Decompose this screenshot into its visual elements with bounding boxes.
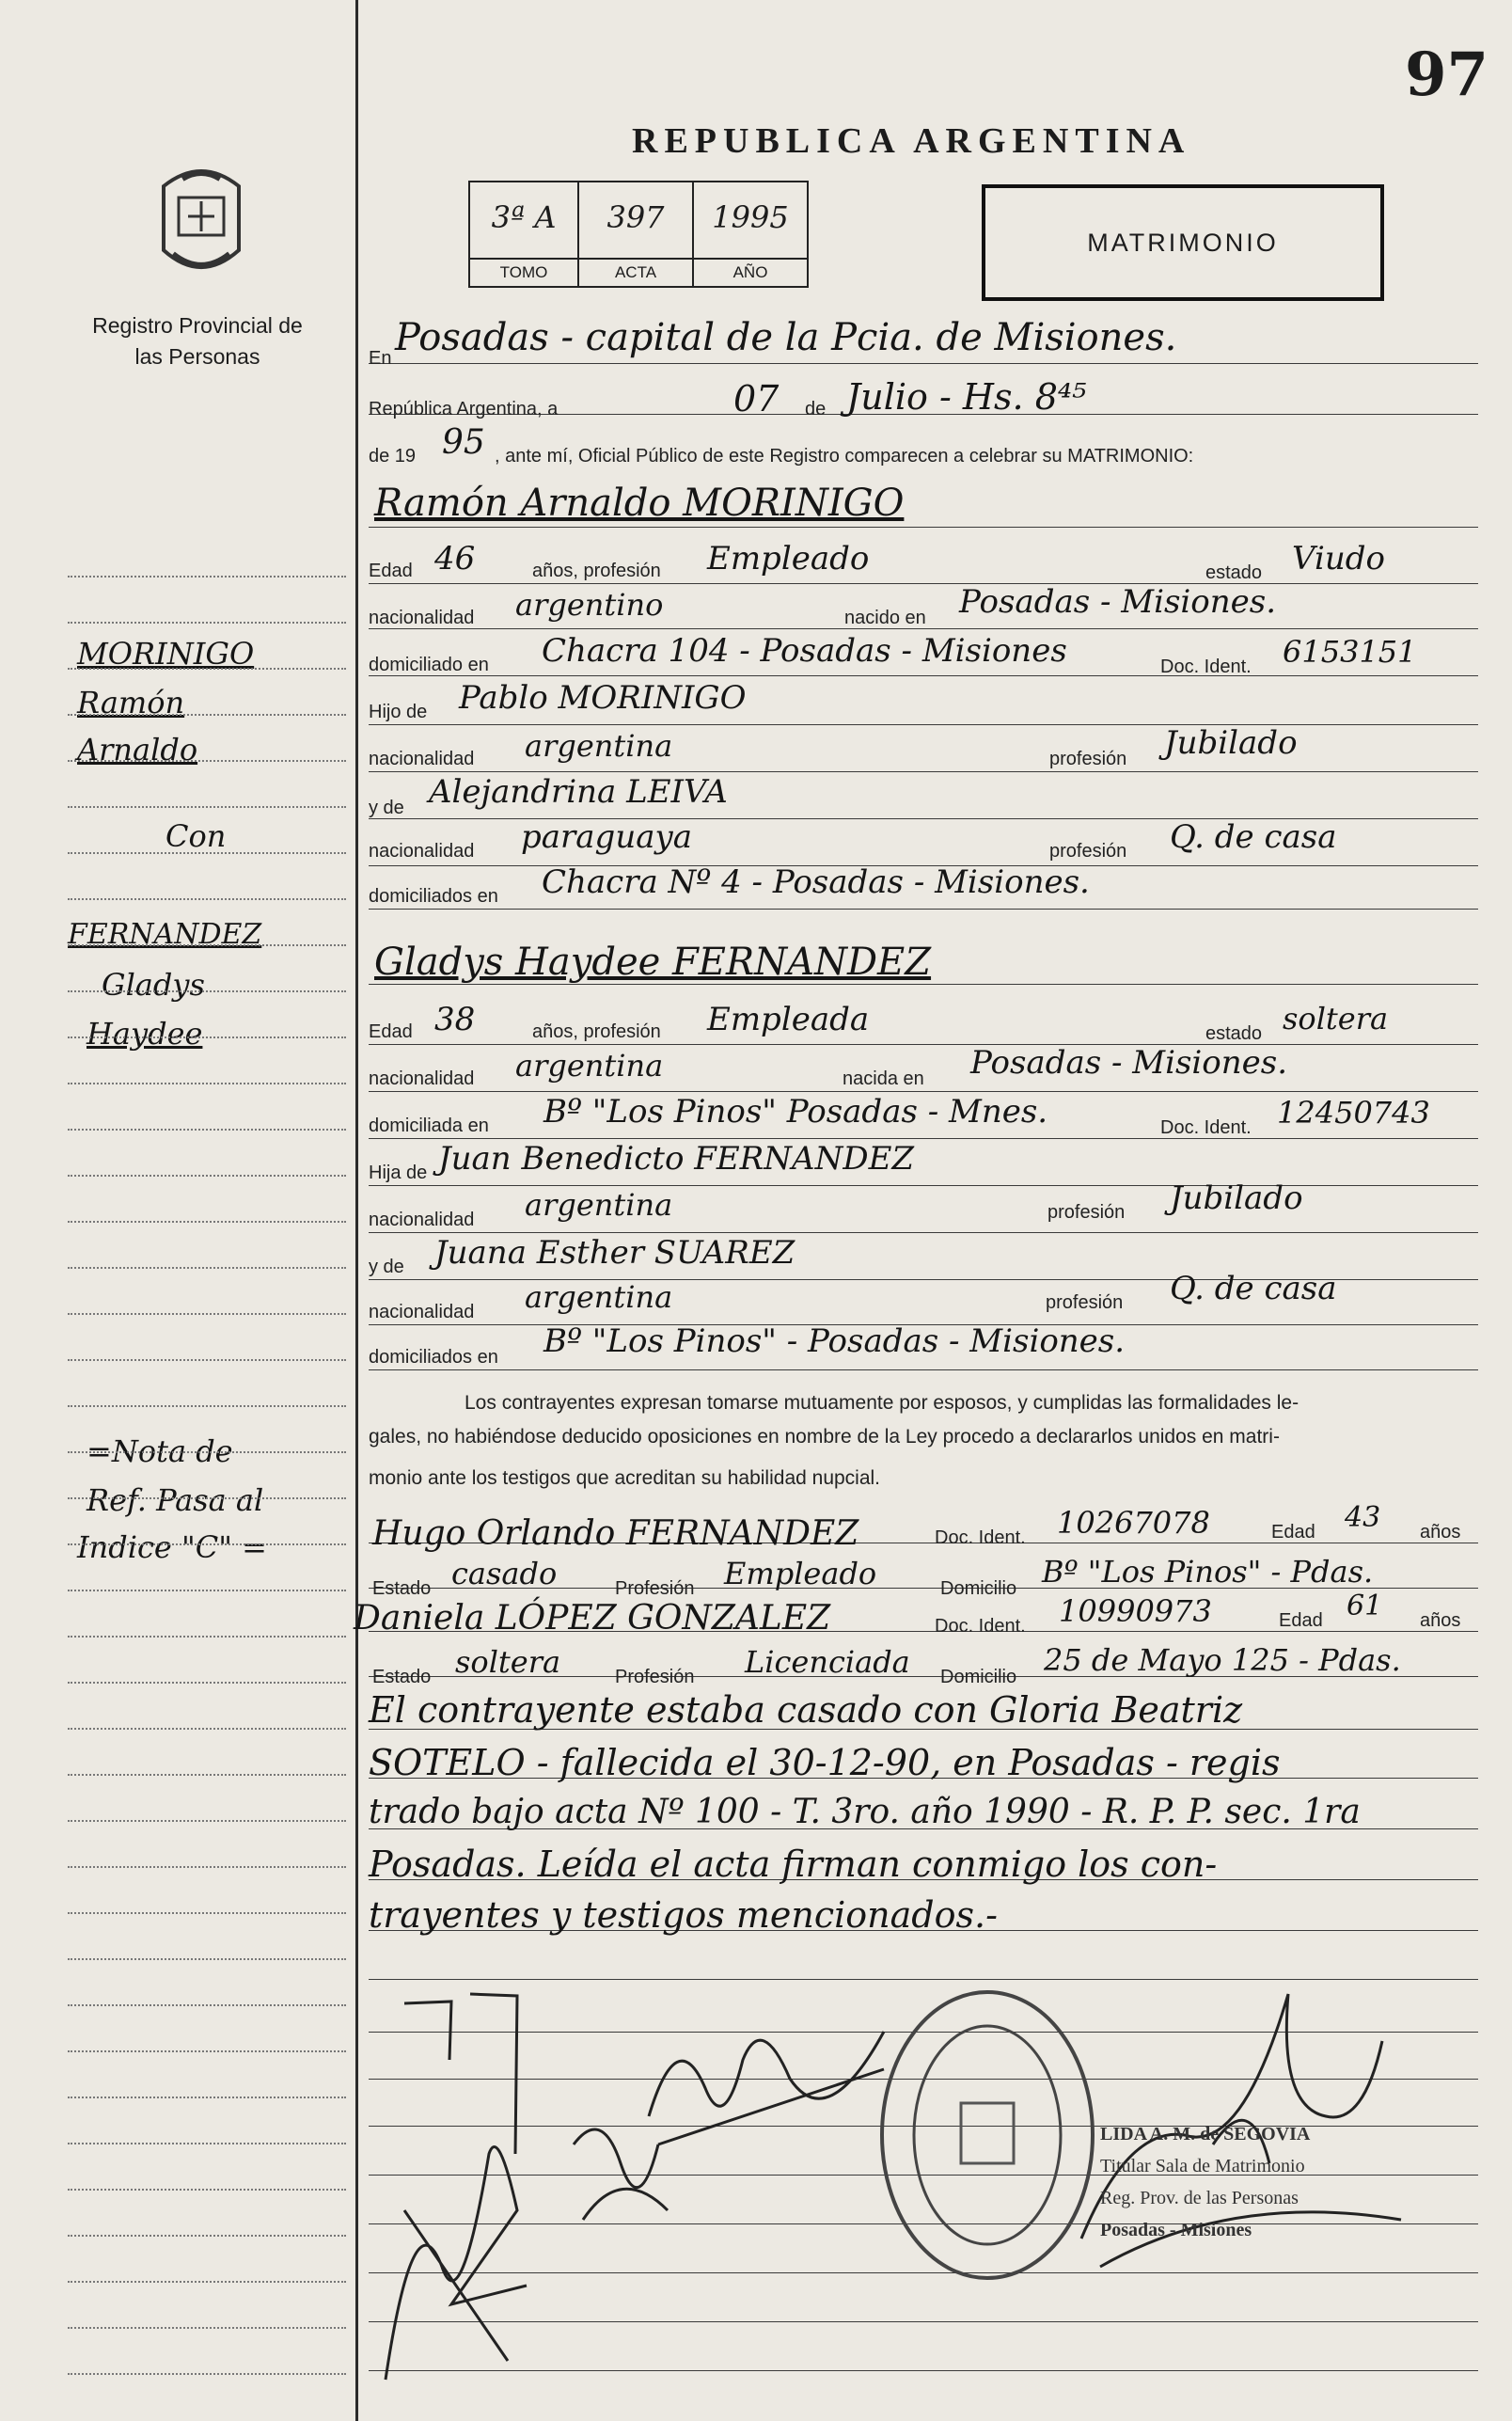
groom-born-label: nacido en	[844, 608, 926, 628]
margin-dotted-line	[68, 2327, 346, 2329]
reference-box	[468, 181, 809, 288]
groom-mother-nationality: paraguaya	[521, 818, 692, 856]
witness-1-edad-label: Edad	[1271, 1522, 1315, 1543]
observation-line-4: Posadas. Leída el acta firman conmigo los con-	[369, 1843, 1218, 1885]
official-city: Posadas - Misiones	[1100, 2220, 1252, 2240]
groom-doc-label: Doc. Ident.	[1160, 657, 1252, 677]
witness-2-name: Daniela LÓPEZ GONZALEZ	[354, 1599, 831, 1638]
witness-2-edad-label: Edad	[1279, 1610, 1323, 1631]
margin-dotted-line	[68, 2235, 346, 2237]
margin-dotted-line	[68, 1083, 346, 1084]
month-value: Julio - Hs. 8⁴⁵	[846, 376, 1087, 418]
groom-edad-label: Edad	[369, 561, 413, 581]
margin-groom-first-name: Ramón	[77, 685, 185, 720]
groom-status: Viudo	[1292, 540, 1385, 578]
groom-yde-label: y de	[369, 798, 404, 818]
witness-1-doc-label: Doc. Ident.	[935, 1527, 1026, 1548]
bride-father-nationality-label: nacionalidad	[369, 1210, 475, 1230]
witness-2-doc-label: Doc. Ident.	[935, 1616, 1026, 1637]
groom-hijo-label: Hijo de	[369, 702, 428, 722]
year-value: 95	[442, 423, 485, 462]
bride-father: Juan Benedicto FERNANDEZ	[438, 1140, 915, 1178]
witness-1-name: Hugo Orlando FERNANDEZ	[372, 1514, 859, 1553]
body-ruled-line	[369, 1138, 1478, 1139]
declaration-line-2: gales, no habiéndose deducido oposiciones en nombre de la Ley procedo a declararlos unidos en matri-	[369, 1426, 1280, 1448]
body-ruled-line	[369, 583, 1478, 584]
witness-1-anos-label: años	[1420, 1522, 1461, 1543]
margin-dotted-line	[68, 2004, 346, 2006]
ano-cell	[694, 182, 807, 286]
margin-dotted-line	[68, 898, 346, 900]
groom-parents-address-label: domiciliados en	[369, 886, 498, 907]
official-title: Titular Sala de Matrimonio	[1100, 2156, 1305, 2176]
bride-profession: Empleada	[707, 1001, 870, 1038]
body-ruled-line	[369, 984, 1478, 985]
groom-doc: 6153151	[1283, 634, 1417, 670]
margin-dotted-line	[68, 1267, 346, 1269]
bride-profession-label: años, profesión	[532, 1021, 661, 1042]
margin-dotted-line	[68, 2050, 346, 2052]
groom-father-profession-label: profesión	[1049, 749, 1127, 769]
bride-mother: Juana Esther SUAREZ	[434, 1234, 795, 1272]
margin-dotted-line	[68, 1958, 346, 1960]
margin-dotted-line	[68, 1774, 346, 1776]
bride-father-profession-label: profesión	[1047, 1202, 1126, 1223]
bride-nationality-label: nacionalidad	[369, 1068, 475, 1089]
margin-dotted-line	[68, 1728, 346, 1730]
ano-label: AÑO	[694, 258, 807, 286]
bride-estado-label: estado	[1205, 1023, 1263, 1044]
witness-1-age: 43	[1345, 1501, 1381, 1534]
margin-note-line-3: Indice "C" =	[77, 1529, 267, 1565]
groom-profession-label: años, profesión	[532, 561, 661, 581]
groom-birthplace: Posadas - Misiones.	[959, 583, 1277, 621]
page-number: 97	[1405, 40, 1489, 110]
bride-mother-nationality: argentina	[525, 1279, 673, 1315]
bride-birthplace: Posadas - Misiones.	[970, 1044, 1288, 1082]
witness-2-estado: soltera	[455, 1644, 561, 1680]
bride-status: soltera	[1283, 1001, 1389, 1036]
witness-1-estado-label: Estado	[372, 1578, 432, 1599]
declaration-line-3: monio ante los testigos que acreditan su habilidad nupcial.	[369, 1467, 881, 1489]
margin-dotted-line	[68, 2097, 346, 2098]
margin-dotted-line	[68, 1451, 346, 1453]
place-value: Posadas - capital de la Pcia. de Misiones.	[395, 316, 1177, 359]
groom-address-label: domiciliado en	[369, 655, 489, 675]
witness-1-domicilio: Bº "Los Pinos" - Pdas.	[1042, 1554, 1374, 1590]
groom-nationality: argentino	[515, 587, 664, 623]
provincial-coat-of-arms	[145, 160, 258, 288]
groom-father-nationality: argentina	[525, 728, 673, 764]
bride-mother-nationality-label: nacionalidad	[369, 1302, 475, 1322]
bride-address: Bº "Los Pinos" Posadas - Mnes.	[543, 1093, 1048, 1131]
margin-dotted-line	[68, 2373, 346, 2375]
margin-dotted-line	[68, 1866, 346, 1868]
groom-mother-profession-label: profesión	[1049, 841, 1127, 862]
margin-dotted-line	[68, 576, 346, 578]
margin-dotted-line	[68, 1497, 346, 1499]
month-de-label: de	[805, 399, 827, 419]
margin-dotted-line	[68, 1682, 346, 1684]
acta-value: 397	[606, 199, 665, 235]
groom-mother: Alejandrina LEIVA	[429, 773, 728, 811]
margin-dotted-line	[68, 1359, 346, 1361]
witness-1-profesion-label: Profesión	[615, 1578, 695, 1599]
bride-address-label: domiciliada en	[369, 1116, 489, 1136]
witness-2-doc: 10990973	[1059, 1593, 1212, 1629]
margin-dotted-line	[68, 1543, 346, 1545]
body-ruled-line	[369, 1044, 1478, 1045]
body-ruled-line	[369, 1232, 1478, 1233]
groom-name: Ramón Arnaldo MORINIGO	[374, 482, 905, 525]
margin-dotted-line	[68, 714, 346, 716]
witness-2-anos-label: años	[1420, 1610, 1461, 1631]
observation-line-3: trado bajo acta Nº 100 - T. 3ro. año 1990 - R. P. P. sec. 1ra	[369, 1793, 1361, 1831]
groom-father: Pablo MORINIGO	[459, 679, 747, 717]
witness-2-domicilio-label: Domicilio	[940, 1667, 1017, 1687]
tomo-label: TOMO	[470, 258, 577, 286]
witness-1-estado: casado	[451, 1556, 558, 1591]
bride-age: 38	[434, 1001, 476, 1038]
groom-mother-profession: Q. de casa	[1170, 818, 1337, 856]
body-ruled-line	[369, 675, 1478, 676]
tomo-cell	[470, 182, 579, 286]
bride-parents-address: Bº "Los Pinos" - Posadas - Misiones.	[543, 1322, 1126, 1360]
observation-line-2: SOTELO - fallecida el 30-12-90, en Posadas - regis	[369, 1742, 1281, 1783]
margin-dotted-line	[68, 2189, 346, 2191]
witness-2-domicilio: 25 de Mayo 125 - Pdas.	[1044, 1642, 1401, 1678]
bride-mother-profession: Q. de casa	[1170, 1270, 1337, 1307]
ano-value: 1995	[712, 199, 789, 235]
margin-dotted-line	[68, 668, 346, 670]
margin-groom-second-name: Arnaldo	[77, 732, 198, 767]
margin-bride-surname: FERNANDEZ	[68, 918, 262, 951]
witness-1-doc: 10267078	[1057, 1505, 1210, 1541]
body-ruled-line	[369, 363, 1478, 364]
margin-dotted-line	[68, 1175, 346, 1177]
acta-cell	[579, 182, 694, 286]
bride-hija-label: Hija de	[369, 1163, 428, 1183]
margin-dotted-line	[68, 1313, 346, 1315]
margin-dotted-line	[68, 622, 346, 624]
republic-label: República Argentina, a	[369, 399, 559, 419]
bride-name: Gladys Haydee FERNANDEZ	[374, 941, 932, 984]
bride-signature	[564, 2107, 677, 2239]
body-ruled-line	[369, 909, 1478, 910]
witness-2-profesion-label: Profesión	[615, 1667, 695, 1687]
margin-dotted-line	[68, 1405, 346, 1407]
bride-doc-label: Doc. Ident.	[1160, 1117, 1252, 1138]
intro-sentence: , ante mí, Oficial Público de este Registro comparecen a celebrar su MATRIMONIO:	[495, 446, 1194, 467]
margin-dotted-line	[68, 1129, 346, 1131]
body-ruled-line	[369, 1091, 1478, 1092]
witness-1-profession: Empleado	[724, 1556, 877, 1591]
bride-parents-address-label: domiciliados en	[369, 1347, 498, 1368]
margin-dotted-line	[68, 806, 346, 808]
official-office: Reg. Prov. de las Personas	[1100, 2188, 1299, 2208]
margin-note-line-2: Ref. Pasa al	[87, 1482, 264, 1518]
witness-2-age: 61	[1347, 1590, 1383, 1622]
body-ruled-line	[369, 724, 1478, 725]
act-type-box: MATRIMONIO	[982, 184, 1384, 301]
groom-age: 46	[434, 540, 476, 578]
margin-con: Con	[165, 818, 227, 854]
margin-bride-first-name: Gladys	[102, 967, 205, 1003]
groom-estado-label: estado	[1205, 562, 1263, 583]
official-name: LIDA A. M. de SEGOVIA	[1100, 2124, 1311, 2144]
margin-dotted-line	[68, 1912, 346, 1914]
margin-dotted-line	[68, 760, 346, 762]
margin-dotted-line	[68, 2281, 346, 2283]
margin-dotted-line	[68, 1636, 346, 1638]
en-label: En	[369, 348, 392, 369]
body-ruled-line	[369, 771, 1478, 772]
country-title: REPUBLICA ARGENTINA	[632, 121, 1191, 161]
witness-signature-2	[639, 2003, 903, 2173]
margin-dotted-line	[68, 2143, 346, 2144]
body-ruled-line	[369, 1185, 1478, 1186]
groom-address: Chacra 104 - Posadas - Misiones	[542, 632, 1067, 670]
day-value: 07	[733, 378, 780, 419]
bride-nationality: argentina	[515, 1048, 664, 1084]
margin-dotted-line	[68, 1590, 346, 1591]
margin-bride-second-name: Haydee	[87, 1016, 203, 1052]
body-ruled-line	[369, 527, 1478, 528]
body-ruled-line	[369, 1369, 1478, 1370]
bride-father-nationality: argentina	[525, 1187, 673, 1223]
bride-mother-profession-label: profesión	[1046, 1292, 1124, 1313]
witness-2-profession: Licenciada	[745, 1644, 910, 1680]
witness-1-domicilio-label: Domicilio	[940, 1578, 1017, 1599]
observation-line-1: El contrayente estaba casado con Gloria Beatriz	[369, 1689, 1243, 1731]
margin-dotted-line	[68, 1820, 346, 1822]
observation-line-5: trayentes y testigos mencionados.-	[369, 1894, 998, 1936]
bride-doc: 12450743	[1277, 1095, 1430, 1131]
margin-note-line-1: =Nota de	[87, 1433, 233, 1469]
official-stamp-text	[1100, 2118, 1310, 2246]
margin-column	[0, 0, 358, 2421]
bride-father-profession: Jubilado	[1170, 1179, 1303, 1217]
tomo-value: 3ª A	[491, 199, 557, 235]
groom-father-profession: Jubilado	[1164, 724, 1298, 762]
groom-profession: Empleado	[707, 540, 870, 578]
margin-dotted-line	[68, 990, 346, 992]
registry-name: Registro Provincial de las Personas	[92, 313, 303, 369]
margin-groom-surname: MORINIGO	[77, 636, 255, 672]
groom-nationality-label: nacionalidad	[369, 608, 475, 628]
acta-label: ACTA	[579, 258, 692, 286]
groom-father-nationality-label: nacionalidad	[369, 749, 475, 769]
margin-dotted-line	[68, 944, 346, 946]
declaration-line-1: Los contrayentes expresan tomarse mutuamente por esposos, y cumplidas las formalidades le-	[465, 1392, 1299, 1414]
contrayente-signature	[367, 2116, 555, 2398]
bride-born-label: nacida en	[843, 1068, 924, 1089]
groom-parents-address: Chacra Nº 4 - Posadas - Misiones.	[542, 863, 1090, 901]
witness-2-estado-label: Estado	[372, 1667, 432, 1687]
margin-dotted-line	[68, 1036, 346, 1038]
bride-edad-label: Edad	[369, 1021, 413, 1042]
year-label: de 19	[369, 446, 417, 467]
margin-dotted-line	[68, 852, 346, 854]
groom-mother-nationality-label: nacionalidad	[369, 841, 475, 862]
margin-dotted-line	[68, 1221, 346, 1223]
bride-yde-label: y de	[369, 1257, 404, 1277]
